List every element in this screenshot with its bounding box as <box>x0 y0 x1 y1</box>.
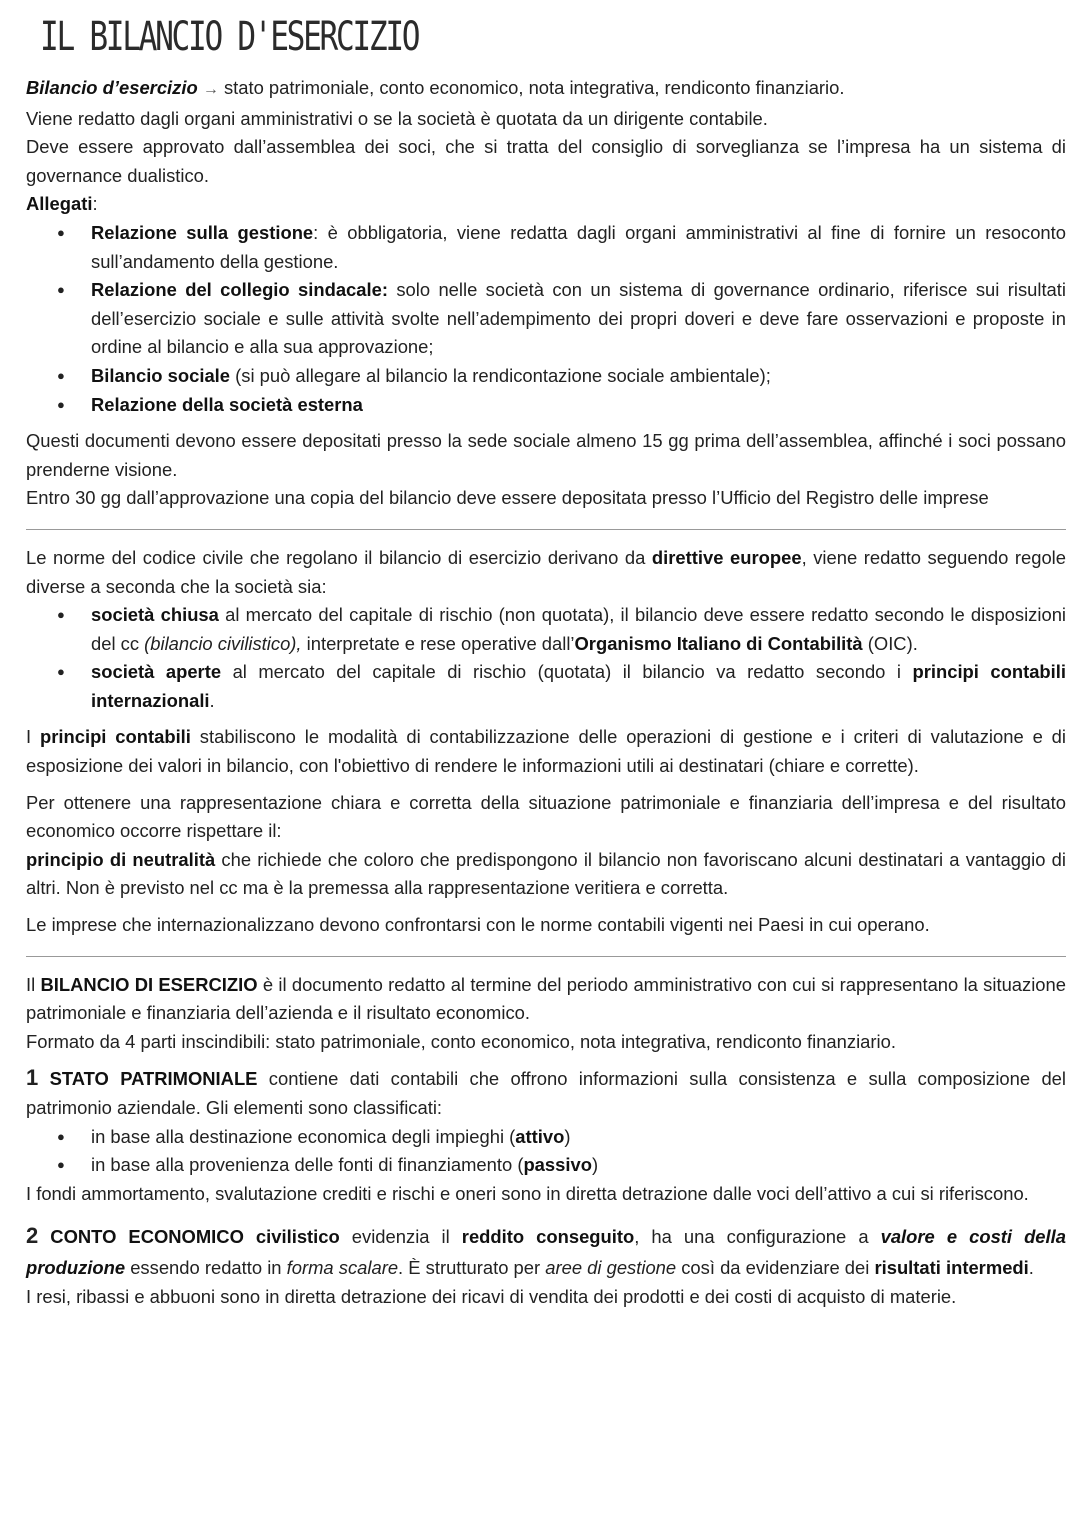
text-run: Le norme del codice civile che regolano il bilancio di esercizio derivano da <box>26 546 652 568</box>
resi-paragraph: I resi, ribassi e abbuoni sono in diretta detrazione dei ricavi di vendita dei prodotti e dei costi di acquisto di materie. <box>26 1286 957 1308</box>
text-run: evidenzia il <box>339 1226 462 1248</box>
text-run-bold: BILANCIO DI ESERCIZIO <box>40 973 258 995</box>
text-run: al mercato del capitale di rischio (quotata) il bilancio va redatto secondo i <box>221 661 913 683</box>
text-run: , ha una configurazione a <box>634 1226 881 1248</box>
text-run-bold: principi contabili internazionali <box>91 661 1066 711</box>
text-run-bold-italic: valore e costi della produzione <box>26 1226 1066 1279</box>
norme-paragraph <box>26 544 1066 601</box>
text-run-bold: direttive europee <box>651 546 802 568</box>
list-item <box>91 1151 1066 1180</box>
list-item <box>91 391 1066 420</box>
list-item <box>91 601 1066 658</box>
text-run-italic: (bilancio civilistico), <box>144 632 302 654</box>
text-run: . È strutturato per <box>398 1257 546 1279</box>
societa-list <box>26 601 1066 715</box>
text-run: I <box>26 726 40 748</box>
intro-paragraph-4: Questi documenti devono essere depositati presso la sede sociale almeno 15 gg prima dell’assemblea, affinché i soci possano prenderne visione. <box>26 430 1066 480</box>
section-divider <box>26 529 1066 530</box>
conto-economico-paragraph <box>26 1220 1066 1283</box>
list-item-term: Bilancio sociale <box>91 364 231 386</box>
bilancio-definition <box>26 971 1066 1028</box>
text-run-bold: Organismo Italiano di Contabilità <box>574 632 863 654</box>
text-run: essendo redatto in <box>125 1257 287 1279</box>
allegati-label: Allegati <box>26 193 93 215</box>
page-title: IL BILANCIO D'ESERCIZIO <box>40 14 419 60</box>
fondi-paragraph: I fondi ammortamento, svalutazione crediti e rischi e oneri sono in diretta detrazione dalle voci dell’attivo a cui si riferiscono. <box>26 1182 1029 1204</box>
list-item <box>91 362 1066 391</box>
document-body <box>26 74 1066 1312</box>
rappresentazione-paragraph: Per ottenere una rappresentazione chiara e corretta della situazione patrimoniale e finanziaria dell’impresa e del risultato economico occorre rispettare il: <box>26 791 1066 842</box>
text-run-bold: principi contabili <box>40 726 191 748</box>
bilancio-parts: Formato da 4 parti inscindibili: stato patrimoniale, conto economico, nota integrativa, rendiconto finanziario. <box>26 1030 896 1052</box>
list-item-text: (si può allegare al bilancio la rendicontazione sociale ambientale); <box>230 364 771 386</box>
text-run: contiene dati contabili che offrono informazioni sulla consistenza e sulla composizione del patrimonio aziendale. Gli elementi sono classificati: <box>26 1068 1067 1118</box>
text-run: in base alla provenienza delle fonti di finanziamento ( <box>91 1154 524 1176</box>
arrow-right-icon: → <box>202 81 219 98</box>
section-heading: STATO PATRIMONIALE <box>38 1068 258 1090</box>
text-run: , viene redatto seguendo regole diverse a seconda che la società sia: <box>26 546 1066 597</box>
list-item-text: : è obbligatoria, viene redatta dagli organi amministrativi al fine di fornire un resoconto sull’andamento della gestione. <box>91 221 1066 272</box>
allegati-colon: : <box>92 193 98 215</box>
allegati-list <box>26 219 1066 419</box>
classificazione-list <box>26 1123 1066 1180</box>
internazionalizzazione-paragraph: Le imprese che internazionalizzano devono confrontarsi con le norme contabili vigenti nei Paesi in cui operano. <box>26 914 930 936</box>
text-run-bold: principio di neutralità <box>26 848 216 870</box>
neutralita-paragraph <box>26 846 1066 903</box>
intro-paragraph-5: Entro 30 gg dall’approvazione una copia del bilancio deve essere depositata presso l’Ufficio del Registro delle imprese <box>26 487 989 509</box>
text-run: è il documento redatto al termine del periodo amministrativo con cui si rappresentano la situazione patrimoniale e finanziaria dell’azienda e il risultato economico. <box>26 973 1066 1024</box>
list-item <box>91 658 1066 715</box>
list-item-term: Relazione sulla gestione <box>91 221 314 243</box>
list-item <box>91 219 1066 276</box>
text-run-italic: aree di gestione <box>545 1257 677 1279</box>
section-divider <box>26 956 1066 957</box>
text-run: Il <box>26 973 41 995</box>
text-run-bold: società chiusa <box>91 604 219 626</box>
intro-paragraph-3: Deve essere approvato dall’assemblea dei soci, che si tratta del consiglio di sorveglianza se l’impresa ha un sistema di governance dualistico. <box>26 136 1066 186</box>
text-run: in base alla destinazione economica degli impieghi ( <box>91 1125 516 1147</box>
text-run-bold: attivo <box>515 1125 565 1147</box>
intro-lead-term: Bilancio d’esercizio <box>26 77 198 98</box>
section-heading: CONTO ECONOMICO civilistico <box>38 1226 340 1248</box>
text-run: stabiliscono le modalità di contabilizzazione delle operazioni di gestione e i criteri di valutazione e di esposizione dei valori in bilancio, con l'obiettivo di rendere le informazioni utili ai destinatari (chiare e corrette). <box>26 726 1066 777</box>
list-item-text: solo nelle società con un sistema di governance ordinario, riferisce sui risultati dell’esercizio sociale e sulle attività svolte nell’adempimento dei propri doveri e deve fare osservazioni e proposte in ordine al bilancio e alla sua approvazione; <box>91 279 1066 358</box>
text-run: ) <box>591 1154 599 1176</box>
text-run: al mercato del capitale di rischio (non quotata), il bilancio deve essere redatto secondo le disposizioni del cc <box>91 604 1067 654</box>
intro-paragraph-2: Viene redatto dagli organi amministrativi o se la società è quotata da un dirigente contabile. <box>26 107 768 129</box>
principi-paragraph <box>26 723 1066 780</box>
allegati-heading <box>26 190 1066 219</box>
list-item <box>91 1123 1066 1152</box>
text-run-italic: forma scalare <box>286 1257 399 1279</box>
text-run: (OIC). <box>862 632 918 654</box>
list-item-term: Relazione della società esterna <box>91 393 363 415</box>
intro-lead-text: stato patrimoniale, conto economico, nota integrativa, rendiconto finanziario. <box>218 77 845 98</box>
text-run: così da evidenziare dei <box>676 1257 875 1279</box>
text-run-bold: passivo <box>523 1154 592 1176</box>
text-run: ) <box>564 1125 571 1147</box>
text-run-bold: società aperte <box>91 661 222 683</box>
section-number: 2 <box>26 1223 39 1249</box>
text-run: interpretate e rese operative dall’ <box>301 632 575 654</box>
text-run: che richiede che coloro che predispongono il bilancio non favoriscano alcuni destinatari a vantaggio di altri. Non è previsto nel cc ma è la premessa alla rappresentazione veritiera e corretta. <box>26 848 1066 899</box>
text-run-bold: reddito conseguito <box>461 1226 635 1248</box>
text-run: . <box>1028 1257 1034 1279</box>
text-run: . <box>209 689 215 711</box>
section-number: 1 <box>26 1065 39 1091</box>
text-run-bold: risultati intermedi <box>874 1257 1029 1279</box>
stato-patrimoniale-paragraph <box>26 1064 1066 1122</box>
list-item <box>91 276 1066 362</box>
list-item-term: Relazione del collegio sindacale: <box>91 279 388 301</box>
intro-lead <box>26 74 1066 105</box>
